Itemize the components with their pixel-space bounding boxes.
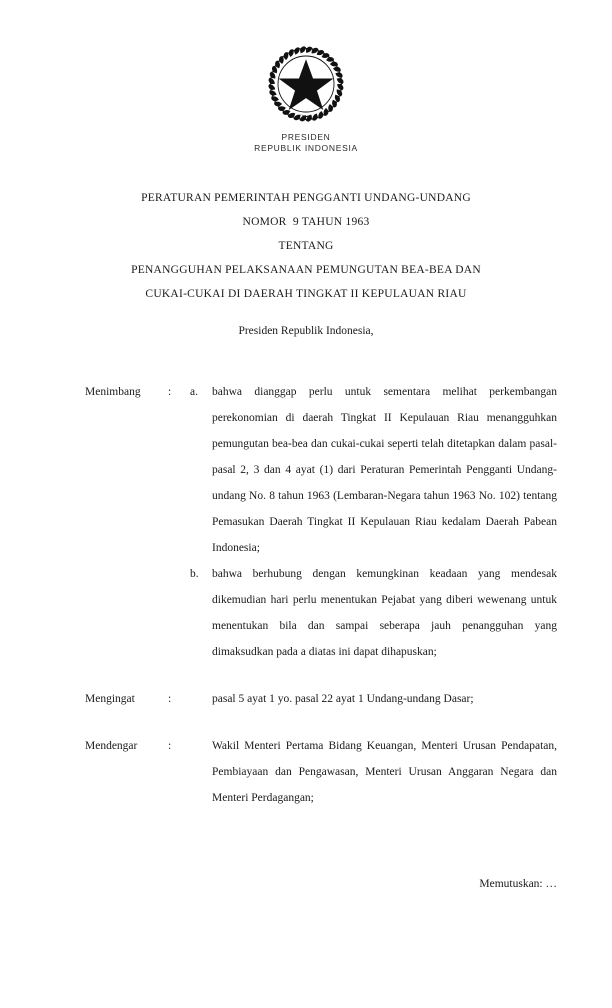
clause-colon-mengingat: : bbox=[168, 693, 172, 705]
emblem-caption bbox=[0, 132, 612, 154]
title-line-subject-2: CUKAI-CUKAI DI DAERAH TINGKAT II KEPULAUAN RIAU bbox=[145, 288, 467, 300]
list-item bbox=[190, 379, 557, 561]
title-line-about: TENTANG bbox=[278, 240, 334, 252]
clause-body-mengingat bbox=[190, 686, 557, 712]
clause-label-mendengar: Mendengar bbox=[85, 740, 138, 752]
document-emblem-block bbox=[0, 44, 612, 154]
continuation-note: Memutuskan: … bbox=[479, 878, 557, 890]
clause-body-menimbang bbox=[190, 379, 557, 665]
clause-row-menimbang bbox=[85, 379, 557, 665]
title-line-subject-1: PENANGGUHAN PELAKSANAAN PEMUNGUTAN BEA-BEA DAN bbox=[131, 264, 481, 276]
list-item bbox=[190, 561, 557, 665]
clause-label-menimbang: Menimbang bbox=[85, 386, 141, 398]
document-title-block bbox=[0, 186, 612, 306]
sub-item-text-a: bahwa dianggap perlu untuk sementara melihat perkembangan perekonomian di daerah Tingkat II Kepulauan Riau menangguhkan pemungutan bea-bea dan cukai-cukai seperti telah ditetapkan dalam pasal-pasal 2, 3 dan 4 ayat (1) dari Peraturan Pemerintah Pengganti Undang-undang No. 8 tahun 1963 (Lembaran-Negara tahun 1963 No. 102) tentang Pemasukan Daerah Tingkat II Kepulauan Riau kedalam Daerah Pabean Indonesia; bbox=[212, 386, 557, 554]
title-line-number-year: NOMOR 9 TAHUN 1963 bbox=[242, 216, 370, 228]
clause-label-mengingat: Mengingat bbox=[85, 693, 135, 705]
title-line-regulation-type: PERATURAN PEMERINTAH PENGGANTI UNDANG-UNDANG bbox=[141, 192, 471, 204]
indonesian-presidential-star-wreath-emblem bbox=[266, 44, 346, 124]
emblem-caption-line-1: PRESIDEN bbox=[281, 132, 331, 142]
clause-colon-mendengar: : bbox=[168, 740, 172, 752]
sub-item-text-b: bahwa berhubung dengan kemungkinan keadaan yang mendesak dikemudian hari perlu menentukan Pejabat yang diberi wewenang untuk menentukan bila dan sampai seberapa jauh penangguhan yang dimaksudkan pada a diatas ini dapat dihapuskan; bbox=[212, 568, 557, 658]
clause-row-mengingat bbox=[85, 686, 557, 712]
clause-text-mengingat: pasal 5 ayat 1 yo. pasal 22 ayat 1 Undang-undang Dasar; bbox=[212, 693, 474, 705]
opening-authority-line: Presiden Republik Indonesia, bbox=[238, 325, 374, 337]
clause-body-mendengar bbox=[190, 733, 557, 811]
clause-row-mendengar bbox=[85, 733, 557, 811]
sub-item-marker-a: a. bbox=[190, 386, 198, 398]
clause-colon-menimbang: : bbox=[168, 386, 172, 398]
clauses-section bbox=[85, 379, 557, 811]
clause-text-mendengar: Wakil Menteri Pertama Bidang Keuangan, Menteri Urusan Pendapatan, Pembiayaan dan Pengawasan, Menteri Urusan Anggaran Negara dan Menteri Perdagangan; bbox=[212, 740, 557, 804]
sub-item-marker-b: b. bbox=[190, 568, 199, 580]
emblem-caption-line-2: REPUBLIK INDONESIA bbox=[254, 143, 358, 153]
